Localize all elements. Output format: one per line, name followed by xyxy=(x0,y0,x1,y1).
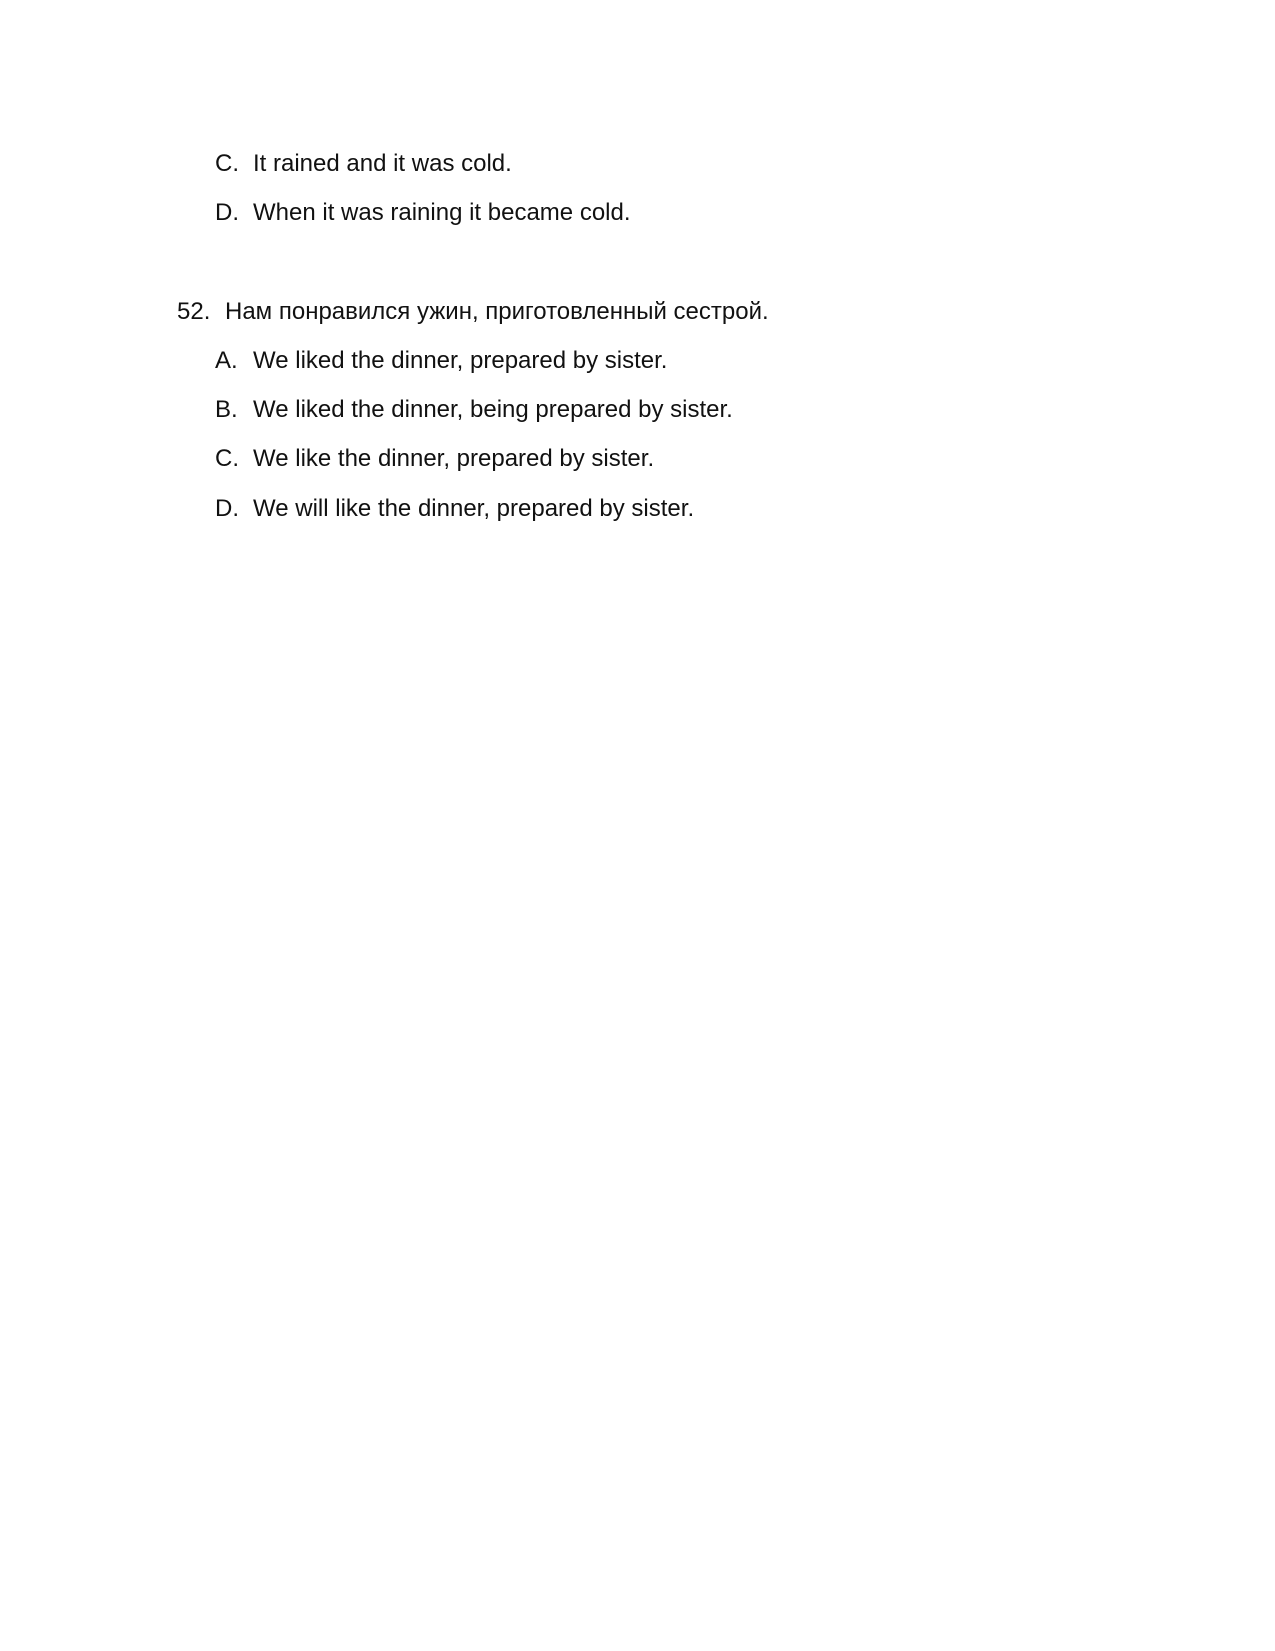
question-52-option-c xyxy=(215,444,654,474)
question-52-option-d xyxy=(215,494,694,524)
option-letter: B. xyxy=(215,396,238,423)
option-text: When it was raining it became cold. xyxy=(253,199,631,226)
question-52-option-b xyxy=(215,395,733,425)
question-text: Нам понравился ужин, приготовленный сестрой. xyxy=(225,298,769,325)
option-letter: C. xyxy=(215,150,239,177)
question-number: 52. xyxy=(177,298,211,325)
option-letter: D. xyxy=(215,495,239,522)
option-text: We liked the dinner, prepared by sister. xyxy=(253,347,668,374)
question-52-option-a xyxy=(215,346,667,376)
option-letter: D. xyxy=(215,199,239,226)
option-letter: A. xyxy=(215,347,238,374)
prev-option-d xyxy=(215,198,631,228)
option-text: We liked the dinner, being prepared by sister. xyxy=(253,396,733,423)
option-text: We will like the dinner, prepared by sister. xyxy=(253,495,695,522)
option-text: We like the dinner, prepared by sister. xyxy=(253,445,655,472)
question-52-prompt xyxy=(177,297,769,327)
prev-option-c xyxy=(215,149,512,179)
option-letter: C. xyxy=(215,445,239,472)
option-text: It rained and it was cold. xyxy=(253,150,512,177)
